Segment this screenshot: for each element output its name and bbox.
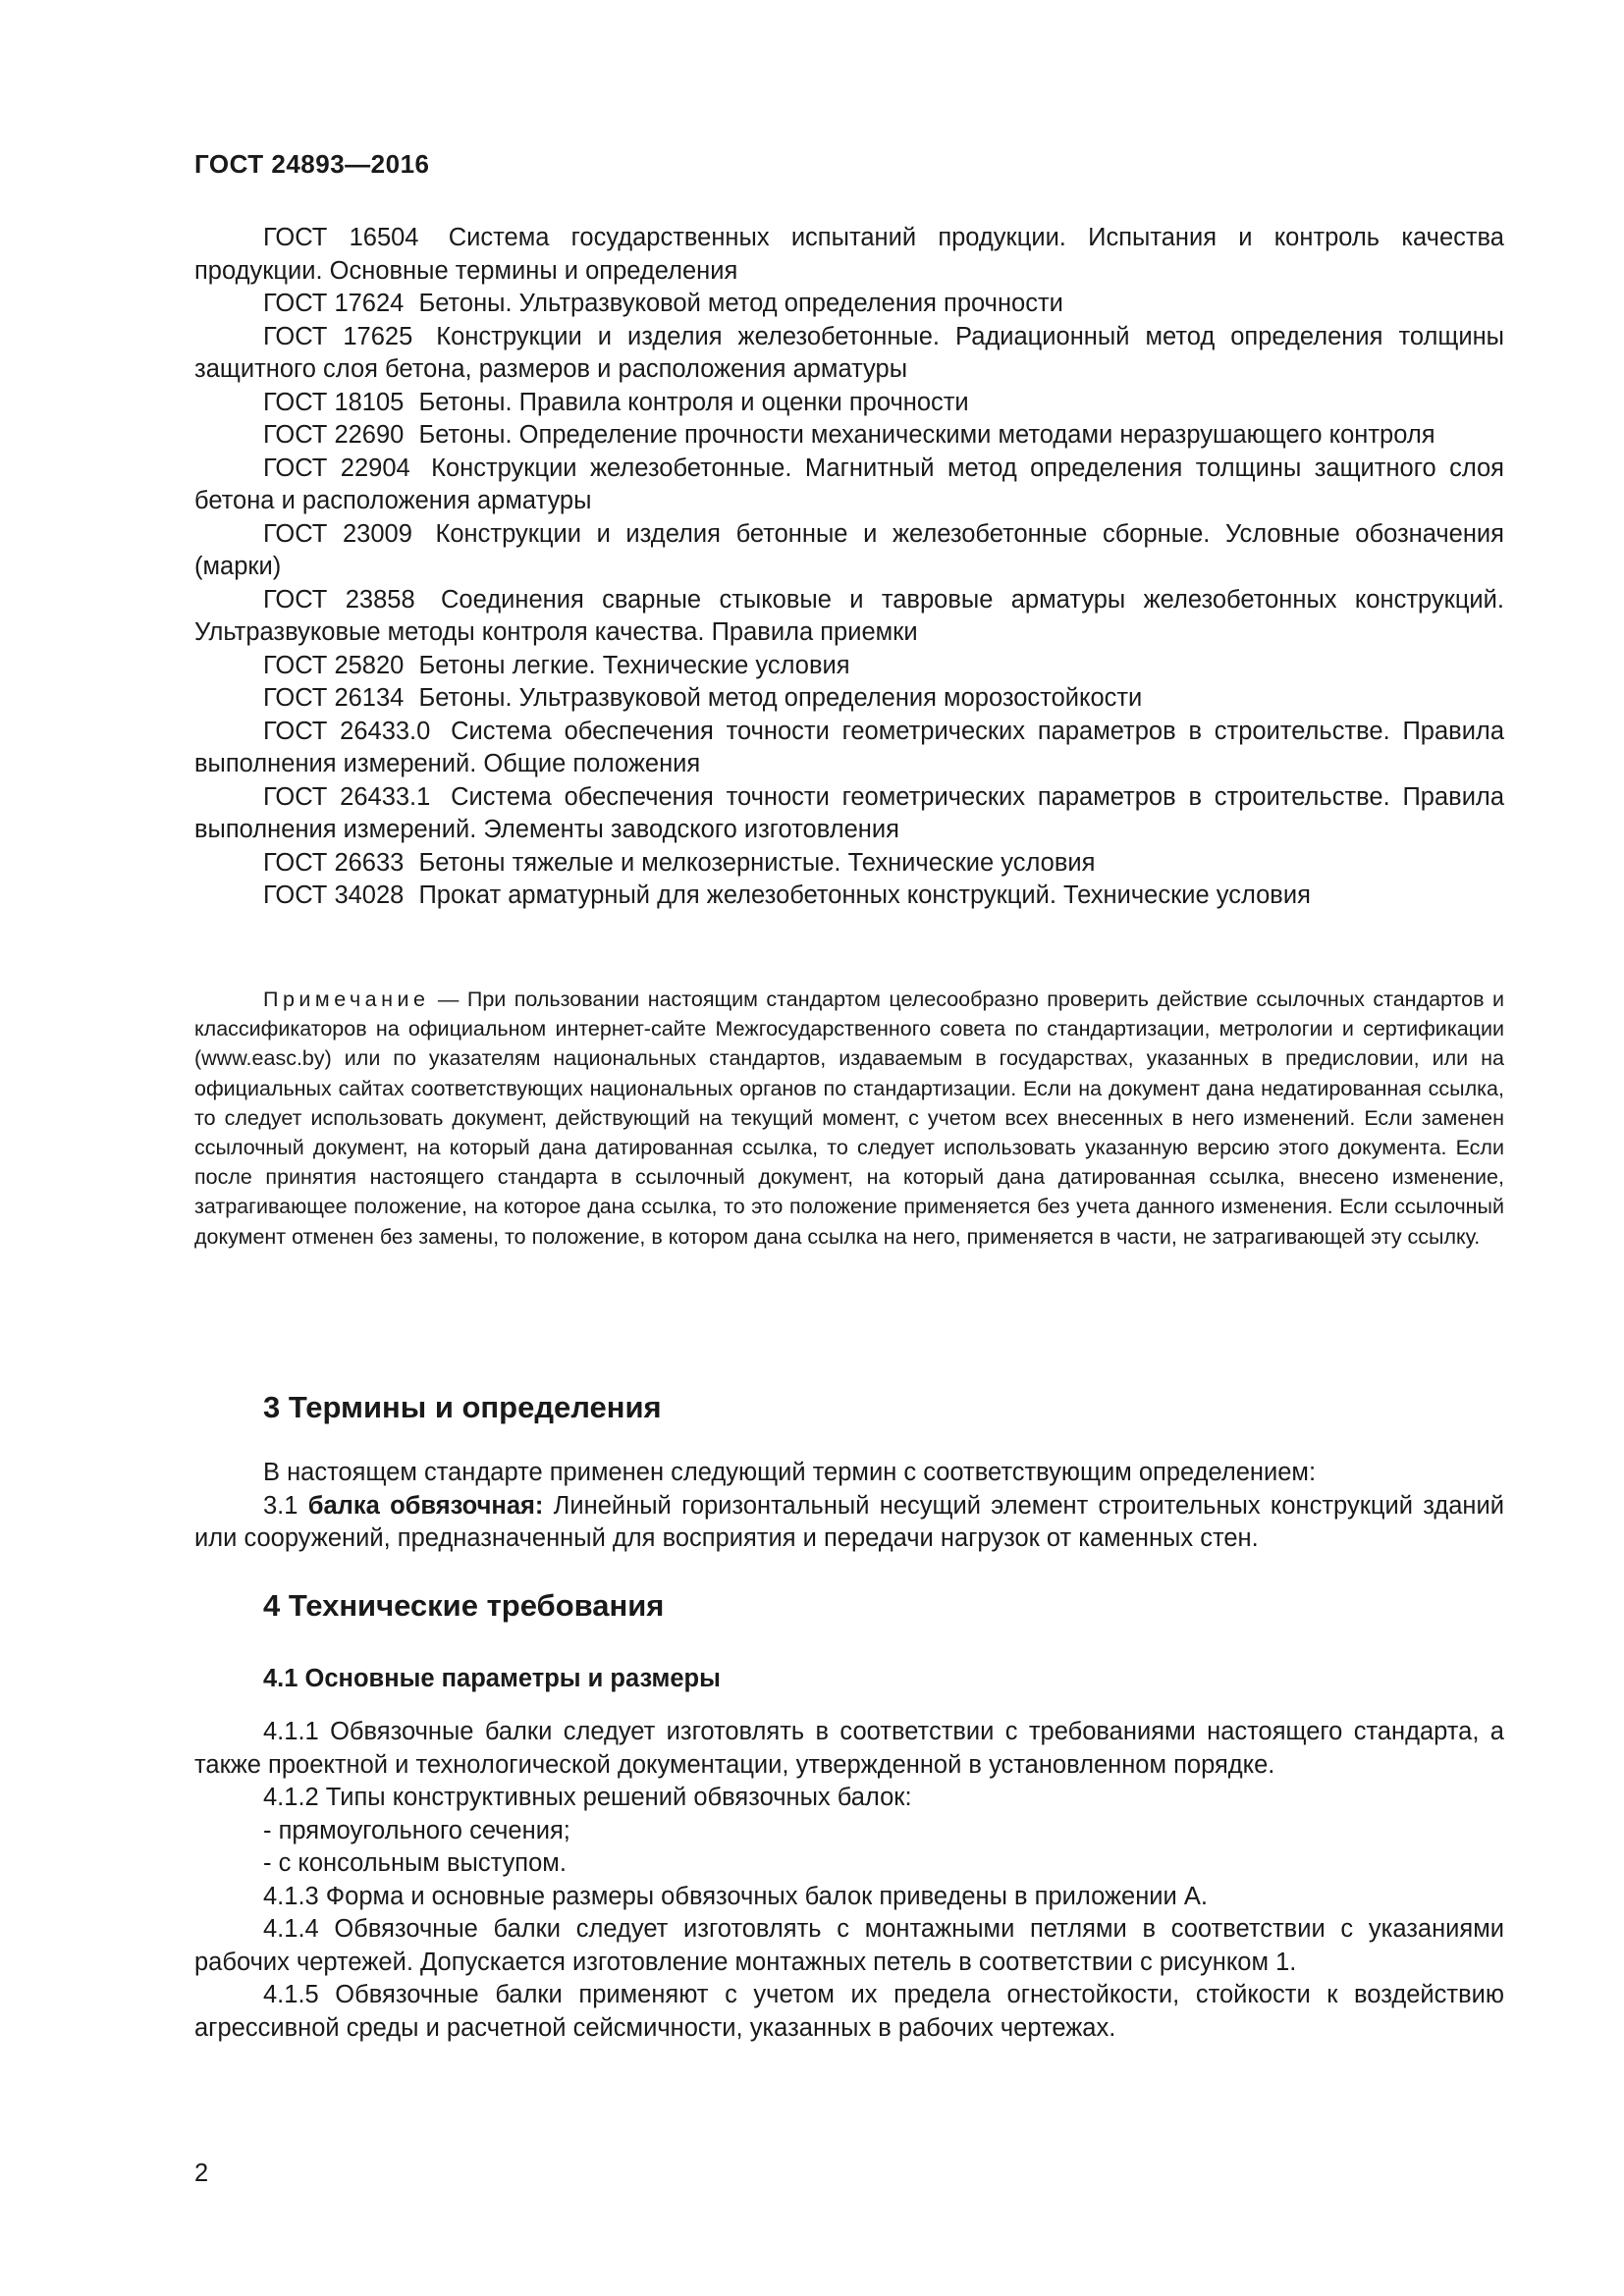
reference-code: ГОСТ 26134: [263, 684, 405, 712]
paragraph-4-1-3: 4.1.3 Форма и основные размеры обвязочных балок приведены в приложении А.: [263, 1882, 1208, 1910]
reference-code: ГОСТ 22904: [263, 454, 410, 482]
reference-title: Бетоны легкие. Технические условия: [418, 651, 850, 679]
reference-title: Система обеспечения точности геометрических параметров в строительстве. Правила выполнения измерений. Элементы заводского изготовления: [194, 782, 1504, 843]
reference-item: [194, 880, 1504, 913]
reference-item: [194, 387, 1504, 420]
reference-item: [194, 716, 1504, 781]
reference-title: Конструкции и изделия бетонные и железобетонные сборные. Условные обозначения (марки): [194, 519, 1504, 580]
reference-item: [194, 650, 1504, 683]
note-text: — При пользовании настоящим стандартом целесообразно проверить действие ссылочных стандартов и классификаторов на официальном интернет-сайте Межгосударственного совета по стандартизации, метрологии и сертификации (www.easc.by) или по указателям национальных стандартов, издаваемым в государствах, указанных в предисловии, или на официальных сайтах соответствующих национальных органов по стандартизации. Если на документ дана недатированная ссылка, то следует использовать документ, действующий на текущий момент, с учетом всех внесенных в него изменений. Если заменен ссылочный документ, на который дана датированная ссылка, то следует использовать указанную версию этого документа. Если после принятия настоящего стандарта в ссылочный документ, на который дана датированная ссылка, внесено изменение, затрагивающее положение, на которое дана ссылка, то это положение применяется без учета данного изменения. Если ссылочный документ отменен без замены, то положение, в котором дана ссылка на него, применяется в части, не затрагивающей эту ссылку.: [194, 988, 1504, 1249]
reference-code: ГОСТ 22690: [263, 421, 405, 449]
reference-title: Бетоны. Определение прочности механическими методами неразрушающего контроля: [418, 421, 1435, 449]
reference-code: ГОСТ 23858: [263, 585, 415, 614]
reference-title: Бетоны тяжелые и мелкозернистые. Технические условия: [418, 848, 1096, 877]
paragraph-4-1-2: 4.1.2 Типы конструктивных решений обвязочных балок:: [263, 1784, 912, 1811]
reference-title: Конструкции и изделия железобетонные. Радиационный метод определения толщины защитного слоя бетона, размеров и расположения арматуры: [194, 322, 1504, 383]
paragraph-4-1-5: 4.1.5 Обвязочные балки применяют с учетом их предела огнестойкости, стойкости к воздействию агрессивной среды и расчетной сейсмичности, указанных в рабочих чертежах.: [194, 1981, 1504, 2042]
list-item: - прямоугольного сечения;: [263, 1816, 570, 1844]
paragraph-4-1-4: 4.1.4 Обвязочные балки следует изготовлять с монтажными петлями в соответствии с указаниями рабочих чертежей. Допускается изготовление монтажных петель в соответствии с рисунком 1.: [194, 1915, 1504, 1976]
term-name: балка обвязочная:: [307, 1491, 544, 1520]
reference-code: ГОСТ 18105: [263, 388, 405, 416]
section-3-intro: В настоящем стандарте применен следующий термин с соответствующим определением:: [263, 1459, 1317, 1486]
reference-item: [194, 453, 1504, 518]
reference-item: [194, 288, 1504, 321]
reference-title: Конструкции железобетонные. Магнитный метод определения толщины защитного слоя бетона и расположения арматуры: [194, 454, 1504, 514]
reference-item: [194, 222, 1504, 288]
normative-references-list: [194, 222, 1504, 913]
reference-code: ГОСТ 26433.1: [263, 782, 431, 811]
reference-code: ГОСТ 26633: [263, 848, 405, 877]
document-code-header: ГОСТ 24893—2016: [194, 149, 430, 179]
reference-item: [194, 781, 1504, 847]
reference-code: ГОСТ 26433.0: [263, 717, 431, 745]
reference-title: Бетоны. Ультразвуковой метод определения морозостойкости: [418, 684, 1143, 712]
list-item: - с консольным выступом.: [263, 1849, 567, 1877]
reference-item: [194, 682, 1504, 716]
reference-item: [194, 419, 1504, 453]
reference-item: [194, 321, 1504, 387]
reference-code: ГОСТ 23009: [263, 519, 412, 548]
section-3-body: [194, 1457, 1504, 1556]
reference-title: Система обеспечения точности геометрических параметров в строительстве. Правила выполнения измерений. Общие положения: [194, 717, 1504, 777]
reference-code: ГОСТ 16504: [263, 224, 419, 251]
paragraph-4-1-1: 4.1.1 Обвязочные балки следует изготовлять в соответствии с требованиями настоящего стандарта, а также проектной и технологической документации, утвержденной в установленном порядке.: [194, 1718, 1504, 1779]
term-definition: [194, 1490, 1504, 1556]
reference-title: Система государственных испытаний продукции. Испытания и контроль качества продукции. Основные термины и определения: [194, 224, 1504, 285]
reference-code: ГОСТ 17625: [263, 322, 413, 350]
note-label: Примечание: [263, 988, 430, 1011]
section-4-heading: 4 Технические требования: [263, 1588, 665, 1623]
reference-item: [194, 584, 1504, 650]
reference-code: ГОСТ 17624: [263, 290, 405, 317]
section-4-body: [194, 1716, 1504, 2045]
reference-code: ГОСТ 34028: [263, 881, 405, 909]
term-definition-text: Линейный горизонтальный несущий элемент строительных конструкций зданий или сооружений, предназначенный для восприятия и передачи нагрузок от каменных стен.: [194, 1491, 1504, 1552]
section-3-heading: 3 Термины и определения: [263, 1390, 662, 1424]
reference-item: [194, 518, 1504, 584]
reference-code: ГОСТ 25820: [263, 651, 405, 679]
reference-title: Прокат арматурный для железобетонных конструкций. Технические условия: [418, 881, 1311, 909]
subsection-4-1-heading: 4.1 Основные параметры и размеры: [263, 1665, 721, 1692]
reference-title: Бетоны. Правила контроля и оценки прочности: [418, 388, 969, 416]
reference-title: Бетоны. Ультразвуковой метод определения прочности: [418, 290, 1063, 317]
page-number: 2: [194, 2160, 209, 2187]
references-note: [194, 985, 1504, 1252]
reference-item: [194, 847, 1504, 881]
term-number: 3.1: [263, 1491, 298, 1520]
reference-title: Соединения сварные стыковые и тавровые арматуры железобетонных конструкций. Ультразвуковые методы контроля качества. Правила приемки: [194, 585, 1504, 646]
